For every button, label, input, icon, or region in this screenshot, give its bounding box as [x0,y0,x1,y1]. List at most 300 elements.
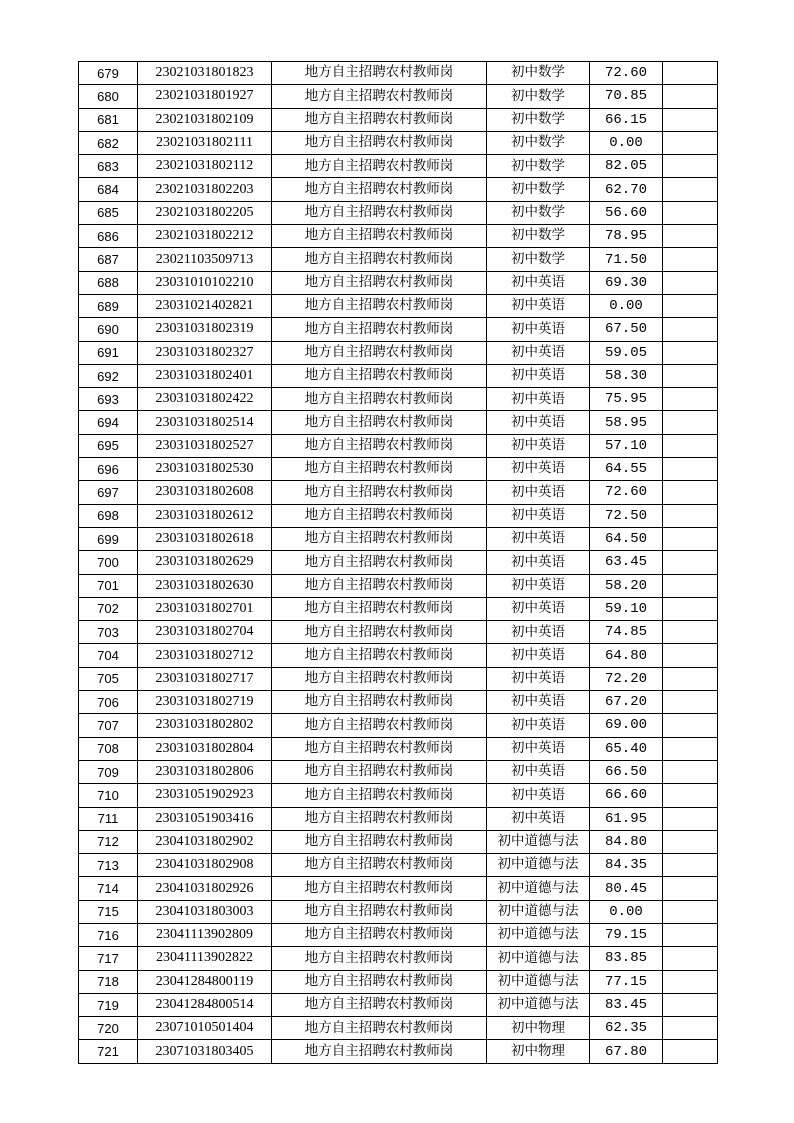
score-cell: 72.50 [590,504,663,527]
subject-cell: 初中英语 [487,714,590,737]
score-cell: 64.55 [590,458,663,481]
score-cell: 72.60 [590,481,663,504]
score-cell: 61.95 [590,807,663,830]
table-row [79,364,718,387]
exam-id-cell: 23041031803003 [138,900,272,923]
post-name-cell: 地方自主招聘农村教师岗 [272,551,487,574]
subject-cell: 初中英语 [487,318,590,341]
score-cell: 69.30 [590,271,663,294]
note-cell [663,527,718,550]
score-cell: 78.95 [590,225,663,248]
score-cell: 74.85 [590,621,663,644]
subject-cell: 初中道德与法 [487,993,590,1016]
table-row [79,481,718,504]
table-row [79,248,718,271]
row-number-cell: 683 [79,155,138,178]
post-name-cell: 地方自主招聘农村教师岗 [272,364,487,387]
exam-id-cell: 23031031802319 [138,318,272,341]
table-row [79,294,718,317]
table-row [79,877,718,900]
table-row [79,388,718,411]
row-number-cell: 687 [79,248,138,271]
note-cell [663,900,718,923]
subject-cell: 初中英语 [487,574,590,597]
post-name-cell: 地方自主招聘农村教师岗 [272,248,487,271]
exam-id-cell: 23071010501404 [138,1017,272,1040]
score-cell: 59.05 [590,341,663,364]
row-number-cell: 706 [79,691,138,714]
note-cell [663,574,718,597]
score-cell: 67.20 [590,691,663,714]
subject-cell: 初中英语 [487,434,590,457]
subject-cell: 初中英语 [487,551,590,574]
score-cell: 83.45 [590,993,663,1016]
note-cell [663,551,718,574]
table-row [79,1017,718,1040]
row-number-cell: 699 [79,527,138,550]
exam-id-cell: 23031031802719 [138,691,272,714]
note-cell [663,877,718,900]
score-cell: 0.00 [590,131,663,154]
row-number-cell: 717 [79,947,138,970]
score-cell: 67.80 [590,1040,663,1063]
exam-id-cell: 23071031803405 [138,1040,272,1063]
note-cell [663,318,718,341]
score-cell: 80.45 [590,877,663,900]
score-cell: 66.50 [590,760,663,783]
row-number-cell: 704 [79,644,138,667]
post-name-cell: 地方自主招聘农村教师岗 [272,923,487,946]
post-name-cell: 地方自主招聘农村教师岗 [272,388,487,411]
score-cell: 0.00 [590,900,663,923]
row-number-cell: 698 [79,504,138,527]
post-name-cell: 地方自主招聘农村教师岗 [272,201,487,224]
post-name-cell: 地方自主招聘农村教师岗 [272,877,487,900]
exam-id-cell: 23031031802618 [138,527,272,550]
exam-id-cell: 23031031802629 [138,551,272,574]
table-row [79,434,718,457]
exam-id-cell: 23041113902809 [138,923,272,946]
score-table [78,61,718,1064]
exam-id-cell: 23031031802530 [138,458,272,481]
subject-cell: 初中英语 [487,667,590,690]
score-table-wrapper [78,61,718,1064]
subject-cell: 初中道德与法 [487,854,590,877]
table-row [79,807,718,830]
exam-id-cell: 23031031802608 [138,481,272,504]
subject-cell: 初中数学 [487,225,590,248]
row-number-cell: 719 [79,993,138,1016]
table-row [79,108,718,131]
post-name-cell: 地方自主招聘农村教师岗 [272,993,487,1016]
row-number-cell: 681 [79,108,138,131]
note-cell [663,923,718,946]
subject-cell: 初中英语 [487,597,590,620]
subject-cell: 初中英语 [487,691,590,714]
note-cell [663,760,718,783]
table-row [79,341,718,364]
note-cell [663,178,718,201]
post-name-cell: 地方自主招聘农村教师岗 [272,691,487,714]
exam-id-cell: 23031031802704 [138,621,272,644]
score-cell: 65.40 [590,737,663,760]
score-cell: 71.50 [590,248,663,271]
subject-cell: 初中英语 [487,411,590,434]
row-number-cell: 714 [79,877,138,900]
subject-cell: 初中数学 [487,131,590,154]
post-name-cell: 地方自主招聘农村教师岗 [272,644,487,667]
subject-cell: 初中数学 [487,62,590,85]
note-cell [663,481,718,504]
note-cell [663,108,718,131]
row-number-cell: 692 [79,364,138,387]
table-row [79,993,718,1016]
table-row [79,667,718,690]
note-cell [663,225,718,248]
post-name-cell: 地方自主招聘农村教师岗 [272,667,487,690]
row-number-cell: 693 [79,388,138,411]
exam-id-cell: 23021031802109 [138,108,272,131]
exam-id-cell: 23021031802203 [138,178,272,201]
note-cell [663,341,718,364]
post-name-cell: 地方自主招聘农村教师岗 [272,225,487,248]
row-number-cell: 685 [79,201,138,224]
exam-id-cell: 23031031802612 [138,504,272,527]
subject-cell: 初中英语 [487,644,590,667]
score-cell: 56.60 [590,201,663,224]
note-cell [663,388,718,411]
table-body [79,62,718,1064]
table-row [79,271,718,294]
note-cell [663,993,718,1016]
exam-id-cell: 23021031801823 [138,62,272,85]
table-row [79,947,718,970]
subject-cell: 初中英语 [487,481,590,504]
note-cell [663,644,718,667]
table-row [79,644,718,667]
table-row [79,551,718,574]
table-row [79,504,718,527]
subject-cell: 初中数学 [487,178,590,201]
subject-cell: 初中道德与法 [487,877,590,900]
exam-id-cell: 23021031802111 [138,131,272,154]
note-cell [663,621,718,644]
exam-id-cell: 23021103509713 [138,248,272,271]
exam-id-cell: 23031031802802 [138,714,272,737]
row-number-cell: 712 [79,830,138,853]
row-number-cell: 716 [79,923,138,946]
score-cell: 82.05 [590,155,663,178]
exam-id-cell: 23031010102210 [138,271,272,294]
table-row [79,854,718,877]
post-name-cell: 地方自主招聘农村教师岗 [272,411,487,434]
table-row [79,458,718,481]
post-name-cell: 地方自主招聘农村教师岗 [272,830,487,853]
note-cell [663,62,718,85]
score-cell: 72.60 [590,62,663,85]
subject-cell: 初中道德与法 [487,900,590,923]
table-row [79,225,718,248]
subject-cell: 初中英语 [487,364,590,387]
post-name-cell: 地方自主招聘农村教师岗 [272,318,487,341]
row-number-cell: 689 [79,294,138,317]
exam-id-cell: 23031031802514 [138,411,272,434]
exam-id-cell: 23031031802527 [138,434,272,457]
post-name-cell: 地方自主招聘农村教师岗 [272,527,487,550]
row-number-cell: 688 [79,271,138,294]
score-cell: 64.80 [590,644,663,667]
score-cell: 79.15 [590,923,663,946]
note-cell [663,691,718,714]
post-name-cell: 地方自主招聘农村教师岗 [272,85,487,108]
exam-id-cell: 23041113902822 [138,947,272,970]
subject-cell: 初中数学 [487,155,590,178]
note-cell [663,830,718,853]
row-number-cell: 696 [79,458,138,481]
row-number-cell: 708 [79,737,138,760]
row-number-cell: 690 [79,318,138,341]
note-cell [663,1040,718,1063]
post-name-cell: 地方自主招聘农村教师岗 [272,947,487,970]
score-cell: 70.85 [590,85,663,108]
score-cell: 66.60 [590,784,663,807]
score-cell: 62.35 [590,1017,663,1040]
score-cell: 77.15 [590,970,663,993]
exam-id-cell: 23031031802717 [138,667,272,690]
table-row [79,62,718,85]
exam-id-cell: 23031051903416 [138,807,272,830]
note-cell [663,737,718,760]
table-row [79,970,718,993]
note-cell [663,248,718,271]
subject-cell: 初中英语 [487,294,590,317]
score-cell: 64.50 [590,527,663,550]
subject-cell: 初中英语 [487,760,590,783]
subject-cell: 初中英语 [487,621,590,644]
table-row [79,737,718,760]
subject-cell: 初中物理 [487,1040,590,1063]
row-number-cell: 695 [79,434,138,457]
table-row [79,527,718,550]
score-cell: 62.70 [590,178,663,201]
subject-cell: 初中英语 [487,271,590,294]
row-number-cell: 715 [79,900,138,923]
row-number-cell: 691 [79,341,138,364]
post-name-cell: 地方自主招聘农村教师岗 [272,597,487,620]
row-number-cell: 701 [79,574,138,597]
subject-cell: 初中英语 [487,504,590,527]
subject-cell: 初中物理 [487,1017,590,1040]
post-name-cell: 地方自主招聘农村教师岗 [272,341,487,364]
score-cell: 58.20 [590,574,663,597]
note-cell [663,597,718,620]
post-name-cell: 地方自主招聘农村教师岗 [272,131,487,154]
row-number-cell: 703 [79,621,138,644]
subject-cell: 初中英语 [487,341,590,364]
score-cell: 67.50 [590,318,663,341]
note-cell [663,364,718,387]
subject-cell: 初中英语 [487,784,590,807]
exam-id-cell: 23041284800119 [138,970,272,993]
exam-id-cell: 23021031802112 [138,155,272,178]
table-row [79,923,718,946]
note-cell [663,784,718,807]
note-cell [663,131,718,154]
post-name-cell: 地方自主招聘农村教师岗 [272,1040,487,1063]
post-name-cell: 地方自主招聘农村教师岗 [272,62,487,85]
score-cell: 72.20 [590,667,663,690]
exam-id-cell: 23031031802806 [138,760,272,783]
subject-cell: 初中英语 [487,527,590,550]
exam-id-cell: 23041031802926 [138,877,272,900]
table-row [79,201,718,224]
row-number-cell: 684 [79,178,138,201]
table-row [79,691,718,714]
table-row [79,318,718,341]
row-number-cell: 711 [79,807,138,830]
exam-id-cell: 23021031801927 [138,85,272,108]
subject-cell: 初中数学 [487,201,590,224]
row-number-cell: 710 [79,784,138,807]
subject-cell: 初中数学 [487,85,590,108]
note-cell [663,294,718,317]
score-cell: 63.45 [590,551,663,574]
subject-cell: 初中英语 [487,458,590,481]
post-name-cell: 地方自主招聘农村教师岗 [272,481,487,504]
post-name-cell: 地方自主招聘农村教师岗 [272,714,487,737]
post-name-cell: 地方自主招聘农村教师岗 [272,760,487,783]
note-cell [663,155,718,178]
row-number-cell: 709 [79,760,138,783]
exam-id-cell: 23031031802630 [138,574,272,597]
row-number-cell: 721 [79,1040,138,1063]
exam-id-cell: 23041031802902 [138,830,272,853]
note-cell [663,807,718,830]
table-row [79,131,718,154]
exam-id-cell: 23031051902923 [138,784,272,807]
post-name-cell: 地方自主招聘农村教师岗 [272,504,487,527]
subject-cell: 初中英语 [487,388,590,411]
post-name-cell: 地方自主招聘农村教师岗 [272,294,487,317]
post-name-cell: 地方自主招聘农村教师岗 [272,434,487,457]
table-row [79,900,718,923]
exam-id-cell: 23031031802327 [138,341,272,364]
post-name-cell: 地方自主招聘农村教师岗 [272,108,487,131]
table-row [79,714,718,737]
score-cell: 58.95 [590,411,663,434]
row-number-cell: 686 [79,225,138,248]
note-cell [663,201,718,224]
post-name-cell: 地方自主招聘农村教师岗 [272,970,487,993]
score-cell: 69.00 [590,714,663,737]
table-row [79,85,718,108]
table-row [79,830,718,853]
subject-cell: 初中道德与法 [487,947,590,970]
exam-id-cell: 23031031802701 [138,597,272,620]
note-cell [663,458,718,481]
row-number-cell: 718 [79,970,138,993]
exam-id-cell: 23031031802422 [138,388,272,411]
post-name-cell: 地方自主招聘农村教师岗 [272,1017,487,1040]
score-cell: 59.10 [590,597,663,620]
note-cell [663,947,718,970]
post-name-cell: 地方自主招聘农村教师岗 [272,621,487,644]
exam-id-cell: 23021031802205 [138,201,272,224]
score-cell: 57.10 [590,434,663,457]
post-name-cell: 地方自主招聘农村教师岗 [272,807,487,830]
score-cell: 84.35 [590,854,663,877]
subject-cell: 初中英语 [487,807,590,830]
post-name-cell: 地方自主招聘农村教师岗 [272,178,487,201]
note-cell [663,667,718,690]
note-cell [663,411,718,434]
note-cell [663,434,718,457]
table-row [79,178,718,201]
subject-cell: 初中数学 [487,108,590,131]
row-number-cell: 697 [79,481,138,504]
note-cell [663,85,718,108]
note-cell [663,504,718,527]
exam-id-cell: 23031021402821 [138,294,272,317]
row-number-cell: 713 [79,854,138,877]
table-row [79,621,718,644]
subject-cell: 初中道德与法 [487,970,590,993]
note-cell [663,1017,718,1040]
table-row [79,1040,718,1063]
row-number-cell: 694 [79,411,138,434]
post-name-cell: 地方自主招聘农村教师岗 [272,784,487,807]
exam-id-cell: 23031031802401 [138,364,272,387]
score-cell: 0.00 [590,294,663,317]
exam-id-cell: 23031031802712 [138,644,272,667]
subject-cell: 初中道德与法 [487,830,590,853]
table-row [79,574,718,597]
subject-cell: 初中道德与法 [487,923,590,946]
row-number-cell: 700 [79,551,138,574]
exam-id-cell: 23031031802804 [138,737,272,760]
subject-cell: 初中英语 [487,737,590,760]
post-name-cell: 地方自主招聘农村教师岗 [272,271,487,294]
score-cell: 84.80 [590,830,663,853]
score-cell: 75.95 [590,388,663,411]
row-number-cell: 702 [79,597,138,620]
note-cell [663,714,718,737]
row-number-cell: 705 [79,667,138,690]
post-name-cell: 地方自主招聘农村教师岗 [272,155,487,178]
post-name-cell: 地方自主招聘农村教师岗 [272,854,487,877]
row-number-cell: 680 [79,85,138,108]
table-row [79,411,718,434]
exam-id-cell: 23041031802908 [138,854,272,877]
table-row [79,784,718,807]
row-number-cell: 720 [79,1017,138,1040]
exam-id-cell: 23021031802212 [138,225,272,248]
note-cell [663,854,718,877]
note-cell [663,271,718,294]
row-number-cell: 707 [79,714,138,737]
note-cell [663,970,718,993]
score-cell: 66.15 [590,108,663,131]
score-cell: 83.85 [590,947,663,970]
post-name-cell: 地方自主招聘农村教师岗 [272,737,487,760]
score-cell: 58.30 [590,364,663,387]
table-row [79,155,718,178]
post-name-cell: 地方自主招聘农村教师岗 [272,458,487,481]
post-name-cell: 地方自主招聘农村教师岗 [272,574,487,597]
post-name-cell: 地方自主招聘农村教师岗 [272,900,487,923]
row-number-cell: 682 [79,131,138,154]
exam-id-cell: 23041284800514 [138,993,272,1016]
